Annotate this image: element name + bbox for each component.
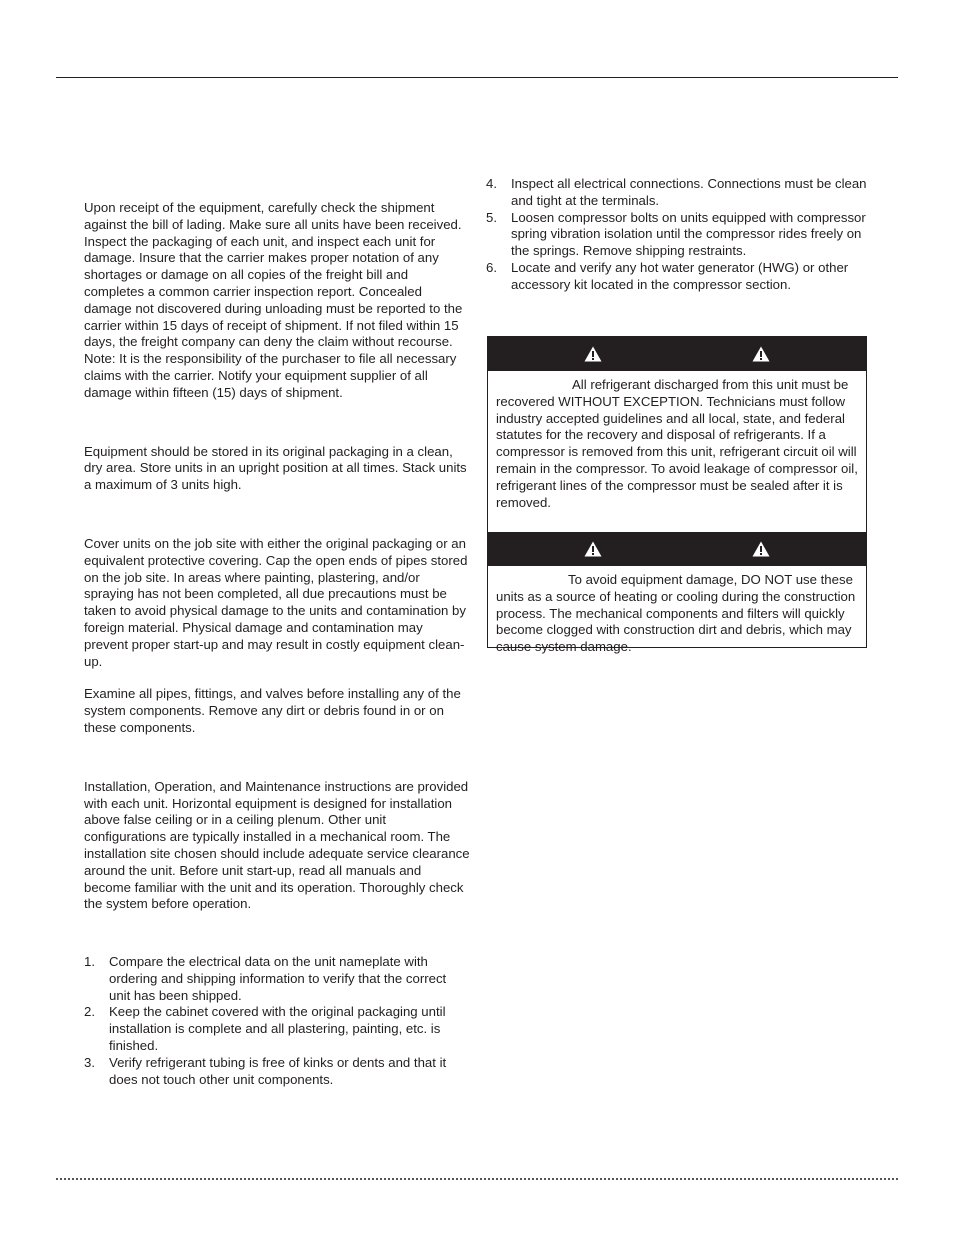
list-item-number: 4. [486, 176, 497, 191]
examine-paragraph: Examine all pipes, fittings, and valves before installing any of the system components. Remove any dirt or debris found in or on these components. [84, 686, 461, 735]
inspection-checklist [84, 954, 470, 1088]
refrigerant-warning [488, 371, 866, 532]
list-item-number: 2. [84, 1004, 95, 1020]
caution-bar [488, 532, 866, 566]
left-column [84, 200, 470, 1088]
list-item [486, 260, 872, 294]
header-rule [56, 77, 898, 78]
protection-paragraph: Cover units on the job site with either the original packaging or an equivalent protective covering. Cap the open ends of pipes stored on the job site. In areas where painting, plastering, and/or spraying has not been completed, all due precautions must be taken to avoid physical damage to the units and contamination by foreign material. Physical damage and contamination may prevent proper start-up and may result in costly equipment clean-up. [84, 535, 468, 669]
list-item-text: Loosen compressor bolts on units equipped with compressor spring vibration isolation until the compressor rides freely on the springs. Remove shipping restraints. [511, 209, 866, 259]
list-item-number: 6. [486, 259, 497, 275]
warning-box [487, 336, 867, 655]
warning-icon [584, 541, 602, 557]
warning-bar [488, 337, 866, 371]
warning-icon [752, 541, 770, 557]
right-column [486, 176, 872, 294]
list-item-text: Verify refrigerant tubing is free of kinks or dents and that it does not touch other unit components. [109, 1054, 447, 1087]
equipment-damage-caution-text: To avoid equipment damage, DO NOT use these units as a source of heating or cooling during the construction process. The mechanical components and filters will quickly become clogged with construction dirt and debris, which may cause system damage. [496, 572, 856, 655]
list-item [486, 210, 872, 260]
footer-dotted-rule [56, 1178, 898, 1180]
warning-icon [752, 346, 770, 362]
list-item [84, 1055, 470, 1089]
refrigerant-warning-text: All refrigerant discharged from this unit must be recovered WITHOUT EXCEPTION. Technicians must follow industry accepted guidelines and all local, state, and federal statutes for the recovery and disposal of refrigerants. If a compressor is removed from this unit, refrigerant circuit oil will remain in the compressor. To avoid leakage of compressor oil, refrigerant lines of the compressor must be sealed after it is removed. [496, 377, 858, 510]
list-item-text: Locate and verify any hot water generator (HWG) or other accessory kit located in the compressor section. [511, 259, 849, 292]
list-item-text: Inspect all electrical connections. Connections must be clean and tight at the terminals. [511, 176, 867, 208]
storage-paragraph: Equipment should be stored in its original packaging in a clean, dry area. Store units in an upright position at all times. Stack units a maximum of 3 units high. [84, 443, 467, 493]
location-paragraph: Installation, Operation, and Maintenance instructions are provided with each unit. Horizontal equipment is designed for installation above false ceiling or in a ceiling plenum. Other unit configurations are typically installed in a mechanical room. The installation site chosen should include adequate service clearance around the unit. Before unit start-up, read all manuals and become familiar with the unit and its operation. Thoroughly check the system before operation. [84, 778, 470, 912]
warning-icon [584, 346, 602, 362]
list-item-number: 1. [84, 954, 95, 970]
list-item [486, 176, 872, 210]
list-item [84, 1004, 470, 1054]
list-item-number: 5. [486, 209, 497, 225]
receiving-paragraph: Upon receipt of the equipment, carefully check the shipment against the bill of lading. Make sure all units have been received. Inspect the packaging of each unit, and inspect each unit for damage. Insure that the carrier makes proper notation of any shortages or damage on all copies of the freight bill and completes a common carrier inspection report. Concealed damage not discovered during unloading must be reported to the carrier within 15 days of receipt of shipment. If not filed within 15 days, the freight company can deny the claim without recourse. Note: It is the responsibility of the purchaser to file all necessary claims with the carrier. Notify your equipment supplier of all damage within fifteen (15) days of shipment. [84, 200, 463, 400]
list-item-number: 3. [84, 1054, 95, 1070]
equipment-damage-caution [488, 566, 866, 664]
list-item [84, 954, 470, 1004]
list-item-text: Keep the cabinet covered with the original packaging until installation is complete and all plastering, painting, etc. is finished. [109, 1004, 446, 1054]
list-item-text: Compare the electrical data on the unit nameplate with ordering and shipping information to verify that the correct unit has been shipped. [109, 954, 447, 1003]
